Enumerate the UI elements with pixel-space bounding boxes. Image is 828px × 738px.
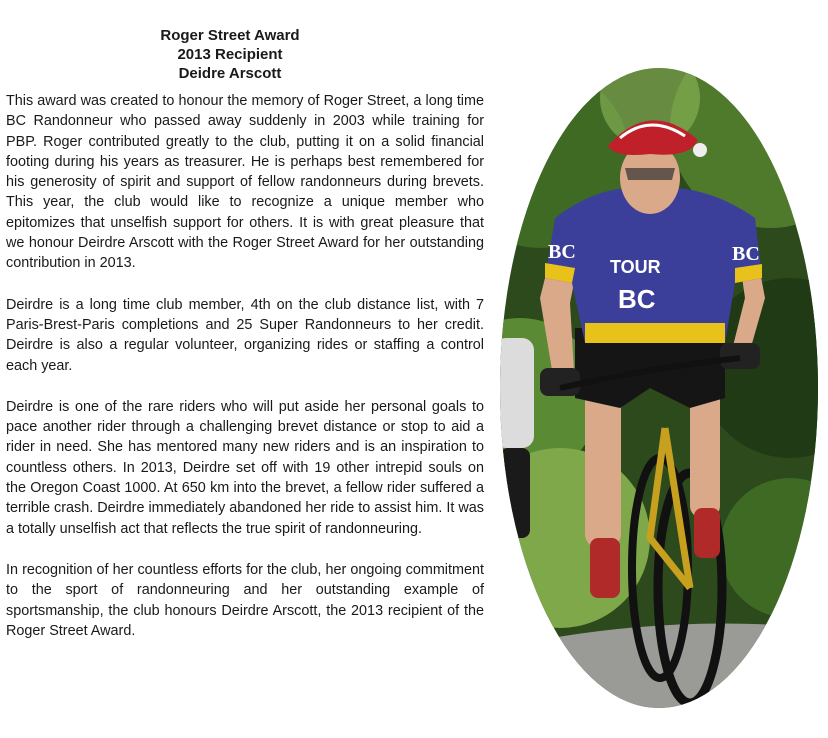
award-description (6, 91, 484, 662)
cyclist-illustration (500, 68, 818, 708)
award-year: 2013 Recipient (177, 46, 283, 63)
recipient-name: Deidre Arscott (178, 65, 282, 82)
award-title: Roger Street Award (160, 27, 300, 44)
award-title-block (60, 26, 400, 83)
paragraph-recognition: In recognition of her countless efforts for the club, her ongoing commitment to the sport of randonneuring and her outstanding example of sportsmanship, the club honours Deirdre Arscott, the 2013 recipient of the Roger Street Award. (6, 561, 484, 639)
jersey-text-tour: TOUR (610, 257, 661, 277)
cyclist-photo (500, 68, 818, 708)
sleeve-text-left: BC (548, 241, 576, 263)
jersey-text-bc: BC (618, 284, 656, 314)
sleeve-text-right: BC (732, 243, 760, 265)
paragraph-oregon-coast: Deirdre is one of the rare riders who will put aside her personal goals to pace another rider through a challenging brevet distance or stop to aid a rider in need. She has mentored many new riders and is an inspiration to countless others. In 2013, Deirdre set off with 19 other intrepid souls on the Oregon Coast 1000. At 650 km into the brevet, a fellow rider suffered a terrible crash. Deirdre immediately abandoned her ride to assist him. It was a totally unselfish act that reflects the true spirit of randonneuring. (6, 398, 484, 537)
paragraph-award-history: This award was created to honour the memory of Roger Street, a long time BC Randonneur who passed away suddenly in 2003 while training for PBP. Roger contributed greatly to the club, putting it on a solid financial footing during his years as treasurer. He is perhaps best remembered for his generosity of spirit and support of fellow randonneurs during brevets. This year, the club would like to recognize a unique member who epitomizes that unselfish support for others. It is with great pleasure that we honour Deirdre Arscott with the Roger Street Award for her outstanding contribution in 2013. (6, 93, 484, 272)
paragraph-member-record: Deirdre is a long time club member, 4th on the club distance list, with 7 Paris-Brest-Paris completions and 25 Super Randonneurs to her credit. Deirdre is also a regular volunteer, organizing rides or staffing a control each year. (6, 296, 484, 374)
